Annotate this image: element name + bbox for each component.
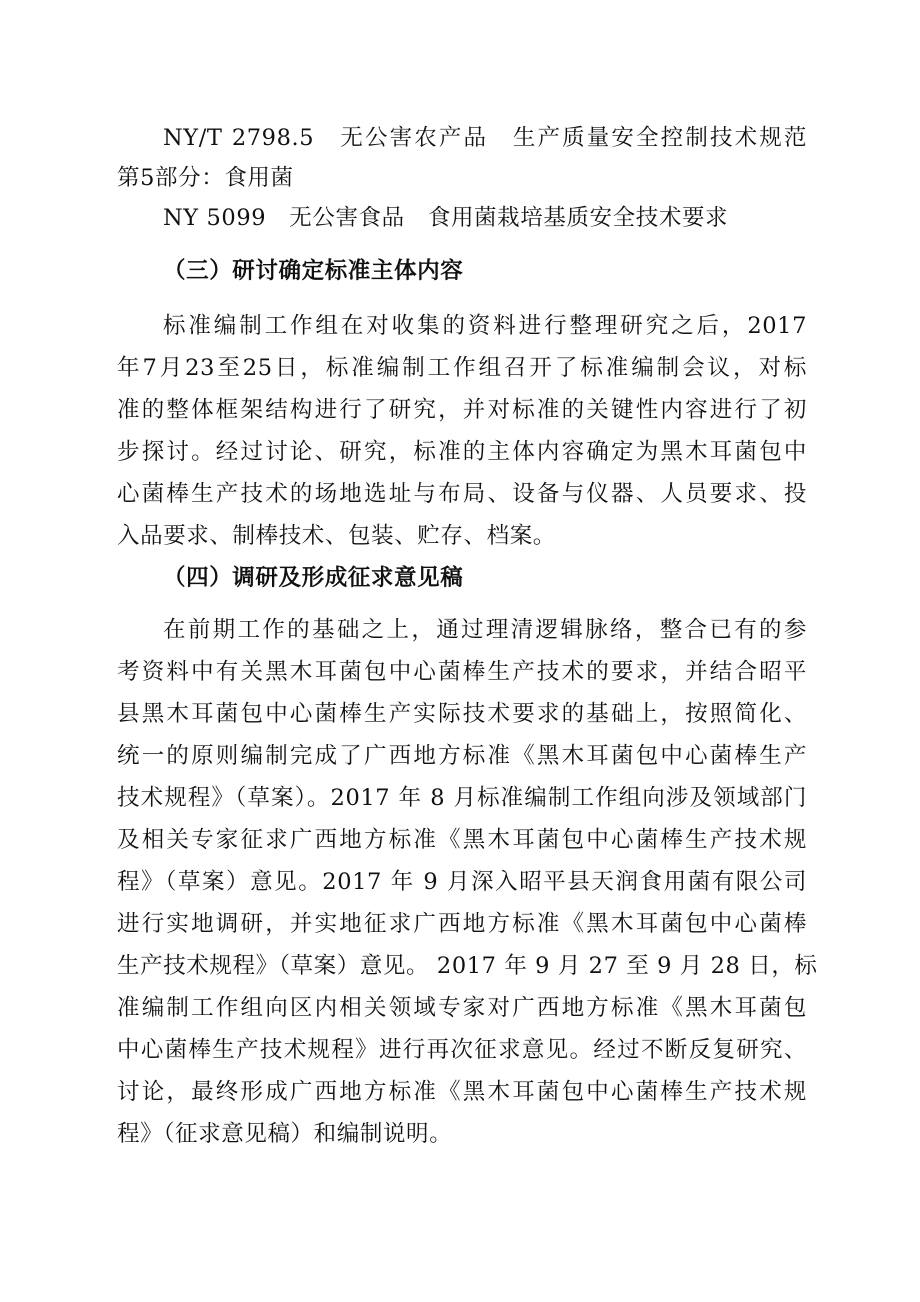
paragraph-line: 及相关专家征求广西地方标准《黑木耳菌包中心菌棒生产技术规 xyxy=(117,827,807,853)
paragraph-line: 技术规程》（草案）。2017 年 8 月标准编制工作组向涉及领域部门 xyxy=(117,785,807,811)
paragraph-line: 在前期工作的基础之上，通过理清逻辑脉络，整合已有的参 xyxy=(163,617,807,643)
paragraph-line: 县黑木耳菌包中心菌棒生产实际技术要求的基础上，按照简化、 xyxy=(117,701,807,727)
paragraph-line: 生产技术规程》（草案）意见。 2017 年 9 月 27 至 9 月 28 日，标 xyxy=(117,953,818,979)
paragraph-line: 程》（征求意见稿）和编制说明。 xyxy=(117,1121,453,1147)
paragraph-line: 年7月23至25日，标准编制工作组召开了标准编制会议，对标 xyxy=(117,355,807,381)
paragraph-line: 心菌棒生产技术的场地选址与布局、设备与仪器、人员要求、投 xyxy=(117,481,807,507)
paragraph-line: 步探讨。经过讨论、研究，标准的主体内容确定为黑木耳菌包中 xyxy=(117,439,807,465)
paragraph-line: 准编制工作组向区内相关领域专家对广西地方标准《黑木耳菌包 xyxy=(117,995,807,1021)
paragraph-line: 程》（草案）意见。2017 年 9 月深入昭平县天润食用菌有限公司 xyxy=(117,869,807,895)
section-heading: （三）研讨确定标准主体内容 xyxy=(163,258,464,284)
paragraph-line: 中心菌棒生产技术规程》进行再次征求意见。经过不断反复研究、 xyxy=(117,1037,807,1063)
paragraph-line: 准的整体框架结构进行了研究，并对标准的关键性内容进行了初 xyxy=(117,397,807,423)
paragraph-line: 统一的原则编制完成了广西地方标准《黑木耳菌包中心菌棒生产 xyxy=(117,743,807,769)
reference-line: NY/T 2798.5 无公害农产品 生产质量安全控制技术规范 xyxy=(163,125,807,151)
reference-line: NY 5099 无公害食品 食用菌栽培基质安全技术要求 xyxy=(163,205,729,231)
reference-line-continued: 第5部分：食用菌 xyxy=(117,165,294,191)
section-heading: （四）调研及形成征求意见稿 xyxy=(163,565,464,591)
paragraph-line: 讨论，最终形成广西地方标准《黑木耳菌包中心菌棒生产技术规 xyxy=(117,1079,807,1105)
paragraph-line: 考资料中有关黑木耳菌包中心菌棒生产技术的要求，并结合昭平 xyxy=(117,659,807,685)
paragraph-line: 进行实地调研，并实地征求广西地方标准《黑木耳菌包中心菌棒 xyxy=(117,911,807,937)
paragraph-line: 入品要求、制棒技术、包装、贮存、档案。 xyxy=(117,523,556,549)
paragraph-line: 标准编制工作组在对收集的资料进行整理研究之后，2017 xyxy=(163,313,807,339)
